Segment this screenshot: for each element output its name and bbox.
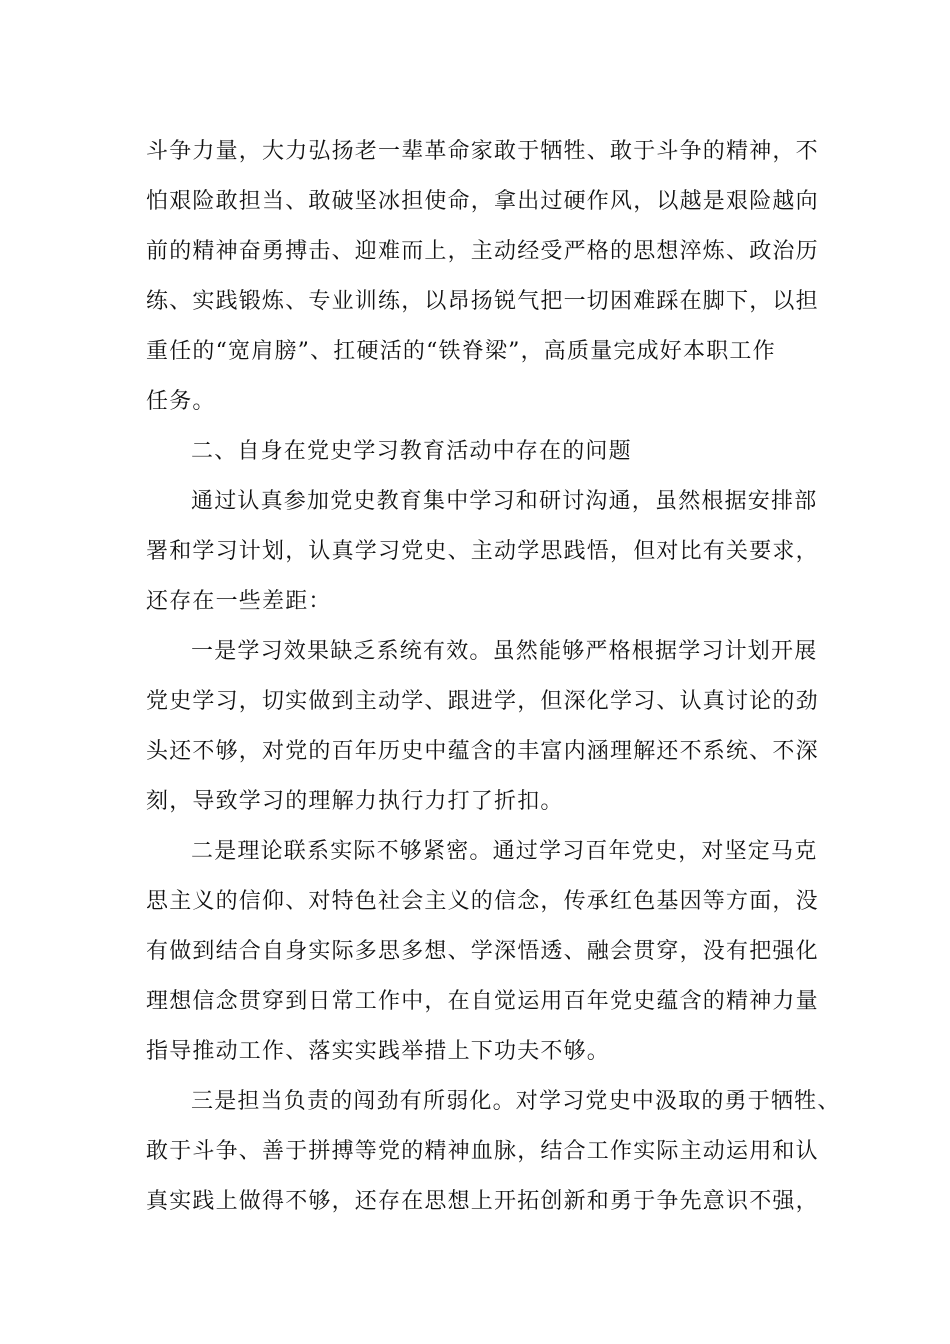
text-line: 二是理论联系实际不够紧密。通过学习百年党史，对坚定马克 bbox=[191, 839, 818, 864]
text-line: 理想信念贯穿到日常工作中，在自觉运用百年党史蕴含的精神力量 bbox=[146, 989, 819, 1014]
text-line: 还存在一些差距： bbox=[146, 589, 332, 614]
text-line: 任务。 bbox=[146, 389, 216, 414]
text-line: 练、实践锻炼、专业训练，以昂扬锐气把一切困难踩在脚下，以担 bbox=[146, 289, 819, 314]
text-line: 刻，导致学习的理解力执行力打了折扣。 bbox=[146, 789, 564, 814]
text-line: 思主义的信仰、对特色社会主义的信念，传承红色基因等方面，没 bbox=[146, 889, 819, 914]
text-line: 怕艰险敢担当、敢破坚冰担使命，拿出过硬作风，以越是艰险越向 bbox=[146, 189, 819, 214]
text-line: 通过认真参加党史教育集中学习和研讨沟通，虽然根据安排部 bbox=[191, 489, 818, 514]
text-line: 有做到结合自身实际多思多想、学深悟透、融会贯穿，没有把强化 bbox=[146, 939, 819, 964]
text-line: 三是担当负责的闯劲有所弱化。对学习党史中汲取的勇于牺牲、 bbox=[191, 1089, 841, 1114]
text-line: 前的精神奋勇搏击、迎难而上，主动经受严格的思想淬炼、政治历 bbox=[146, 239, 819, 264]
text-line: 重任的“宽肩膀”、扛硬活的“铁脊梁”，高质量完成好本职工作 bbox=[146, 339, 776, 364]
section-heading: 二、自身在党史学习教育活动中存在的问题 bbox=[191, 439, 632, 464]
text-line: 党史学习，切实做到主动学、跟进学，但深化学习、认真讨论的劲 bbox=[146, 689, 819, 714]
text-line: 斗争力量，大力弘扬老一辈革命家敢于牺牲、敢于斗争的精神，不 bbox=[146, 139, 819, 164]
text-line: 署和学习计划，认真学习党史、主动学思践悟，但对比有关要求， bbox=[146, 539, 819, 564]
text-line: 敢于斗争、善于拼搏等党的精神血脉，结合工作实际主动运用和认 bbox=[146, 1139, 819, 1164]
text-line: 指导推动工作、落实实践举措上下功夫不够。 bbox=[146, 1039, 611, 1064]
text-line: 一是学习效果缺乏系统有效。虽然能够严格根据学习计划开展 bbox=[191, 639, 818, 664]
text-line: 真实践上做得不够，还存在思想上开拓创新和勇于争先意识不强， bbox=[146, 1189, 819, 1214]
text-line: 头还不够，对党的百年历史中蕴含的丰富内涵理解还不系统、不深 bbox=[146, 739, 819, 764]
